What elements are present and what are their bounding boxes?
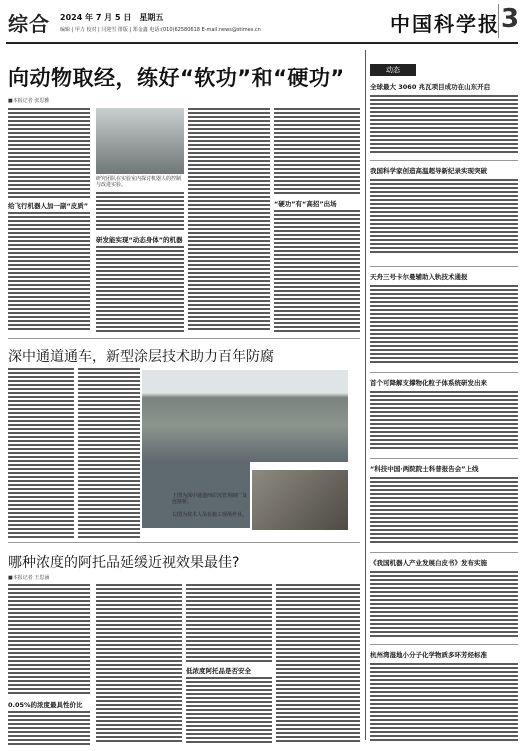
brief-text-block <box>370 477 518 545</box>
article-byline: ■本报记者 张思雅 <box>8 98 50 104</box>
brief-headline: 天舟三号卡尔曼辅助入轨技术通报 <box>370 273 468 281</box>
workers-photo <box>252 470 348 530</box>
article-text-block <box>186 584 272 662</box>
tunnel-aerial-photo <box>142 370 348 462</box>
article-text-block <box>96 584 182 744</box>
lab-photo <box>96 108 184 174</box>
article-text-block <box>274 210 360 332</box>
brief-divider <box>370 266 518 267</box>
article-divider <box>8 338 360 339</box>
article-headline: 向动物取经，练好“软功”和“硬功” <box>8 66 345 90</box>
article-byline: ■本报记者 王思涵 <box>8 575 50 581</box>
editor-line: 编辑 | 甲力 校对 | 闫迎雪 排版 | 郑金鑫 电话:(010)62580618 E-mail:news@stimes.cn <box>60 27 261 33</box>
issue-date: 2024 年 7 月 5 日 星期五 <box>60 13 164 22</box>
article-subheading: “硬功”有“高招”出场 <box>274 200 337 208</box>
article-text-block <box>8 711 90 745</box>
article-text-block <box>8 368 74 538</box>
article-text-block <box>96 246 184 332</box>
article-text-block <box>8 584 90 696</box>
masthead <box>0 0 524 46</box>
article-headline: 深中通道通车，新型涂层技术助力百年防腐 <box>8 349 274 365</box>
brief-text-block <box>370 285 518 365</box>
column-divider <box>365 50 366 740</box>
newspaper-logo: 中国科学报 <box>390 12 500 36</box>
photo-caption: 右图为技术人员在施工现场作业。 <box>172 512 248 518</box>
article-divider <box>8 542 360 543</box>
brief-text-block <box>370 571 518 637</box>
brief-headline: 我国科学家创造高温超导新纪录实现突破 <box>370 167 487 175</box>
brief-divider <box>370 552 518 553</box>
brief-text-block <box>370 179 518 255</box>
brief-divider <box>370 372 518 373</box>
brief-headline: “科技中国·两院院士科普报告会”上线 <box>370 465 479 473</box>
brief-text-block <box>370 663 518 743</box>
brief-headline: 杭州湾湿地小分子化学物质多环芳烃标准 <box>370 651 487 659</box>
article-subheading: 低浓度阿托品是否安全 <box>186 667 251 675</box>
brief-text-block <box>370 391 518 451</box>
header-rule <box>6 42 518 44</box>
brief-headline: 全球最大 3060 兆瓦项目成功在山东开启 <box>370 83 491 91</box>
article-text-block <box>78 368 140 538</box>
photo-caption: 上图为深中通道西岸沉管预制厂及连接桥。 <box>172 493 248 505</box>
brief-text-block <box>370 95 518 155</box>
article-headline: 哪种浓度的阿托品延缓近视效果最佳? <box>8 555 240 571</box>
photo-caption: 研究团队在实验室内探讨机器人的控制与改进实验。 <box>96 176 182 188</box>
brief-headline: 首个可降解支撑物化粒子体系统研发出来 <box>370 379 487 387</box>
article-text-block <box>8 212 90 332</box>
article-text-block <box>274 108 360 196</box>
article-text-block <box>276 584 360 744</box>
article-text-block <box>96 192 184 232</box>
brief-divider <box>370 644 518 645</box>
brief-divider <box>370 458 518 459</box>
article-subheading: 0.05%的浓度最具性价比 <box>8 701 83 709</box>
article-subheading: 研发能实现“动态身体”的机器 <box>96 236 183 244</box>
page-number: 3 <box>498 4 521 38</box>
article-subheading: 给飞行机器人加一副“皮质” <box>8 202 89 210</box>
news-brief-tag: 动态 <box>370 64 416 76</box>
article-text-block <box>186 677 272 744</box>
brief-divider <box>370 160 518 161</box>
article-text-block <box>8 108 90 198</box>
article-text-block <box>188 108 270 332</box>
brief-headline: 《我国机器人产业发展白皮书》发布实施 <box>370 559 487 567</box>
section-title: 综合 <box>8 12 50 36</box>
